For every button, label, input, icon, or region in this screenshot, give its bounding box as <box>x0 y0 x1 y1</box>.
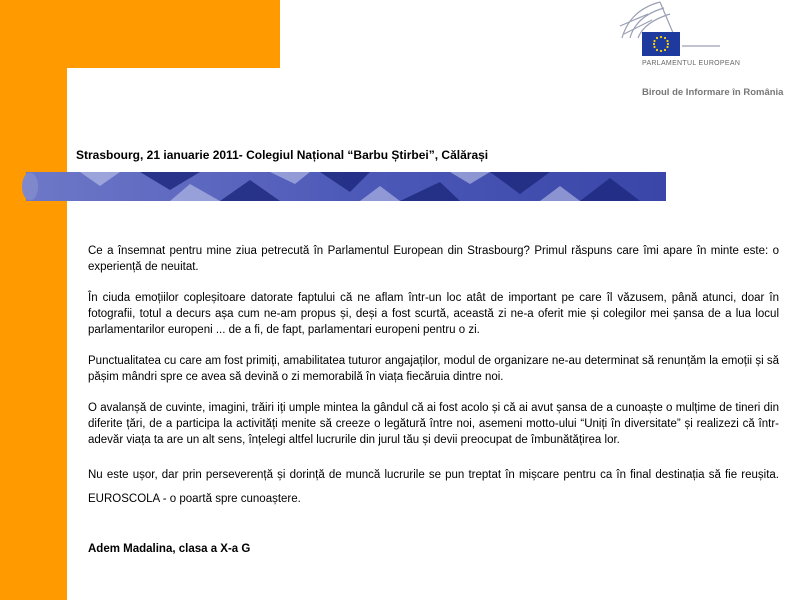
article-paragraph: Punctualitatea cu care am fost primiți, amabilitatea tuturor angajaților, modul de organizare ne-au determinat să renunțăm la emoții și să pășim mândri spre ce avea să devină o zi memorabilă în viața fiecăruia dintre noi. <box>88 355 779 383</box>
article-paragraph: O avalanșă de cuvinte, imagini, trăiri iți umple mintea la gândul că ai fost acolo și că ai avut șansa de a cunoaște o mulțime de tineri din diferite țări, de a participa la activități menite să creeze o legătură între noi, asemeni motto-ului “Uniți în diversitate” și realizezi că într-adevăr viața ta are un alt sens, înțelegi altfel lucrurile din jurul tău și devii preocupat de îmbunătățirea lor. <box>88 402 779 446</box>
office-name: Biroul de Informare în România <box>642 87 784 98</box>
page-title: Strasbourg, 21 ianuarie 2011- Colegiul Național “Barbu Știrbei”, Călărași <box>76 148 489 162</box>
author-signature: Adem Madalina, clasa a X-a G <box>88 543 251 555</box>
orange-top-bar <box>0 0 280 68</box>
european-parliament-logo <box>600 0 800 110</box>
orange-side-bar <box>0 0 67 600</box>
article-paragraph: Ce a însemnat pentru mine ziua petrecută în Parlamentul European din Strasbourg? Primul răspuns care îmi apare în minte este: o experiență de neuitat. <box>88 245 779 273</box>
decorative-banner <box>20 172 666 201</box>
article-paragraph: Nu este ușor, dar prin perseverență și dorință de muncă lucrurile se pun treptat în mișcare pentru ca în final destinația să fie reușita. EUROSCOLA - o poartă spre cunoaștere. <box>88 469 779 505</box>
parliament-name: PARLAMENTUL EUROPEAN <box>642 60 741 67</box>
article-body <box>88 243 779 517</box>
decorative-corner <box>67 68 127 128</box>
article-paragraph: În ciuda emoțiilor copleșitoare datorate faptului că ne aflam într-un loc atât de important pe care îl văzusem, până atunci, doar în fotografii, totul a decurs așa cum ne-am propus și, deși a fost scurtă, această zi ne-a oferit mie și colegilor mei șansa de a lua locul parlamentarilor europeni ... de a fi, de fapt, parlamentari europeni pentru o zi. <box>88 292 779 336</box>
hemicycle-icon <box>600 0 800 60</box>
